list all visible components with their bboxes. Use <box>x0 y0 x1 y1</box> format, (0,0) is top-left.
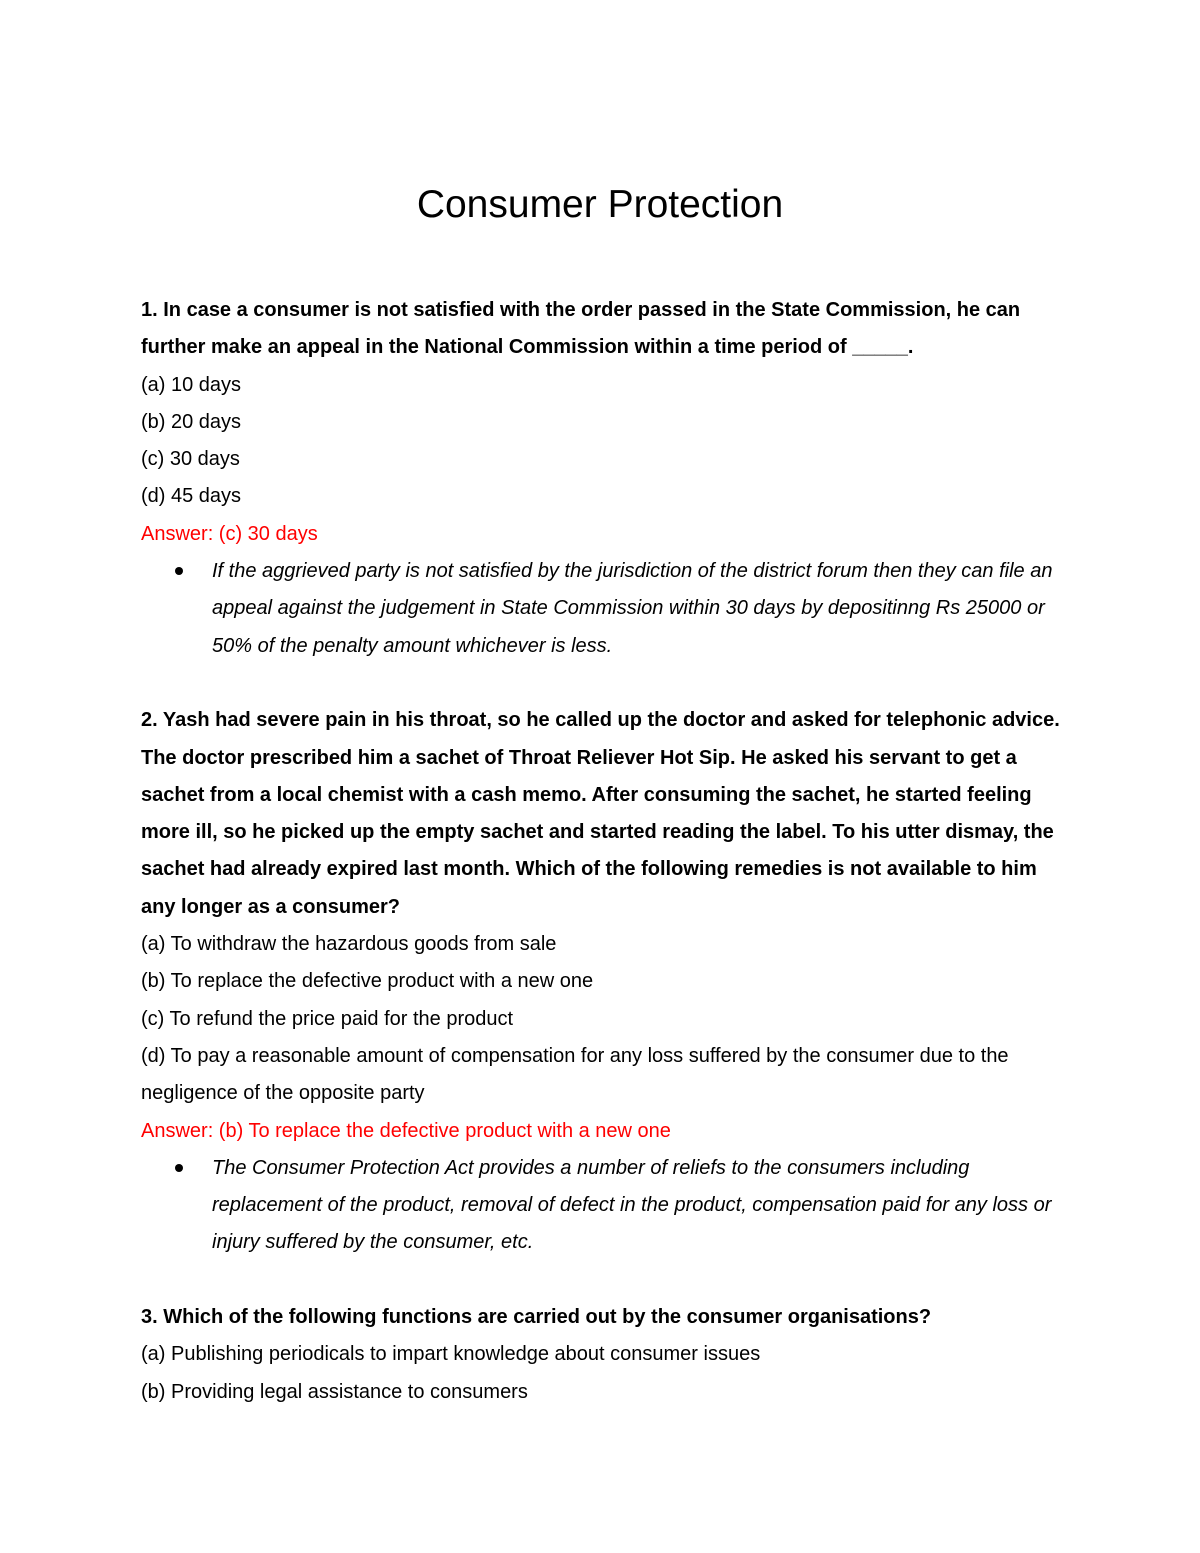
option-a: (a) Publishing periodicals to impart knowledge about consumer issues <box>141 1343 761 1366</box>
answer-text: Answer: (b) To replace the defective product with a new one <box>141 1119 671 1142</box>
question-text: 1. In case a consumer is not satisfied with the order passed in the State Commission, he can further make an appeal in the National Commission within a time period of _____. <box>141 299 1021 359</box>
spacer <box>141 665 1061 702</box>
question-text: 2. Yash had severe pain in his throat, so he called up the doctor and asked for telephonic advice. The doctor prescribed him a sachet of Throat Reliever Hot Sip. He asked his servant to get a sachet from a local chemist with a cash memo. After consuming the sachet, he started feeling more ill, so he picked up the empty sachet and started reading the label. To his utter dismay, the sachet had already expired last month. Which of the following remedies is not available to him any longer as a consumer? <box>141 709 1060 918</box>
page-title: Consumer Protection <box>416 183 784 226</box>
question-block-2 <box>141 702 1061 1261</box>
explanation-item <box>212 1150 1061 1262</box>
explanation-item <box>212 553 1061 665</box>
option-a: (a) 10 days <box>141 373 242 396</box>
spacer <box>141 1262 1061 1299</box>
bullet-icon <box>175 567 183 575</box>
bullet-icon <box>175 1164 183 1172</box>
option-d: (d) 45 days <box>141 485 242 508</box>
option-d: (d) To pay a reasonable amount of compensation for any loss suffered by the consumer due to the negligence of the opposite party <box>141 1044 1009 1105</box>
option-a: (a) To withdraw the hazardous goods from sale <box>141 933 557 956</box>
explanation-text: The Consumer Protection Act provides a number of reliefs to the consumers including replacement of the product, removal of defect in the product, compensation paid for any loss or injury suffered by the consumer, etc. <box>212 1156 1052 1254</box>
document-body <box>141 292 1061 1411</box>
option-b: (b) To replace the defective product with a new one <box>141 970 594 993</box>
question-block-1 <box>141 292 1061 665</box>
explanation-list <box>141 553 1061 665</box>
option-c: (c) To refund the price paid for the product <box>141 1007 514 1030</box>
option-c: (c) 30 days <box>141 448 240 471</box>
answer-text: Answer: (c) 30 days <box>141 522 318 545</box>
question-text: 3. Which of the following functions are carried out by the consumer organisations? <box>141 1306 932 1329</box>
explanation-text: If the aggrieved party is not satisfied by the jurisdiction of the district forum then they can file an appeal against the judgement in State Commission within 30 days by depositinng Rs 25000 or 50% of the penalty amount whichever is less. <box>212 560 1053 657</box>
option-b: (b) Providing legal assistance to consumers <box>141 1380 528 1403</box>
question-block-3 <box>141 1299 1061 1411</box>
explanation-list <box>141 1150 1061 1262</box>
option-b: (b) 20 days <box>141 410 242 433</box>
